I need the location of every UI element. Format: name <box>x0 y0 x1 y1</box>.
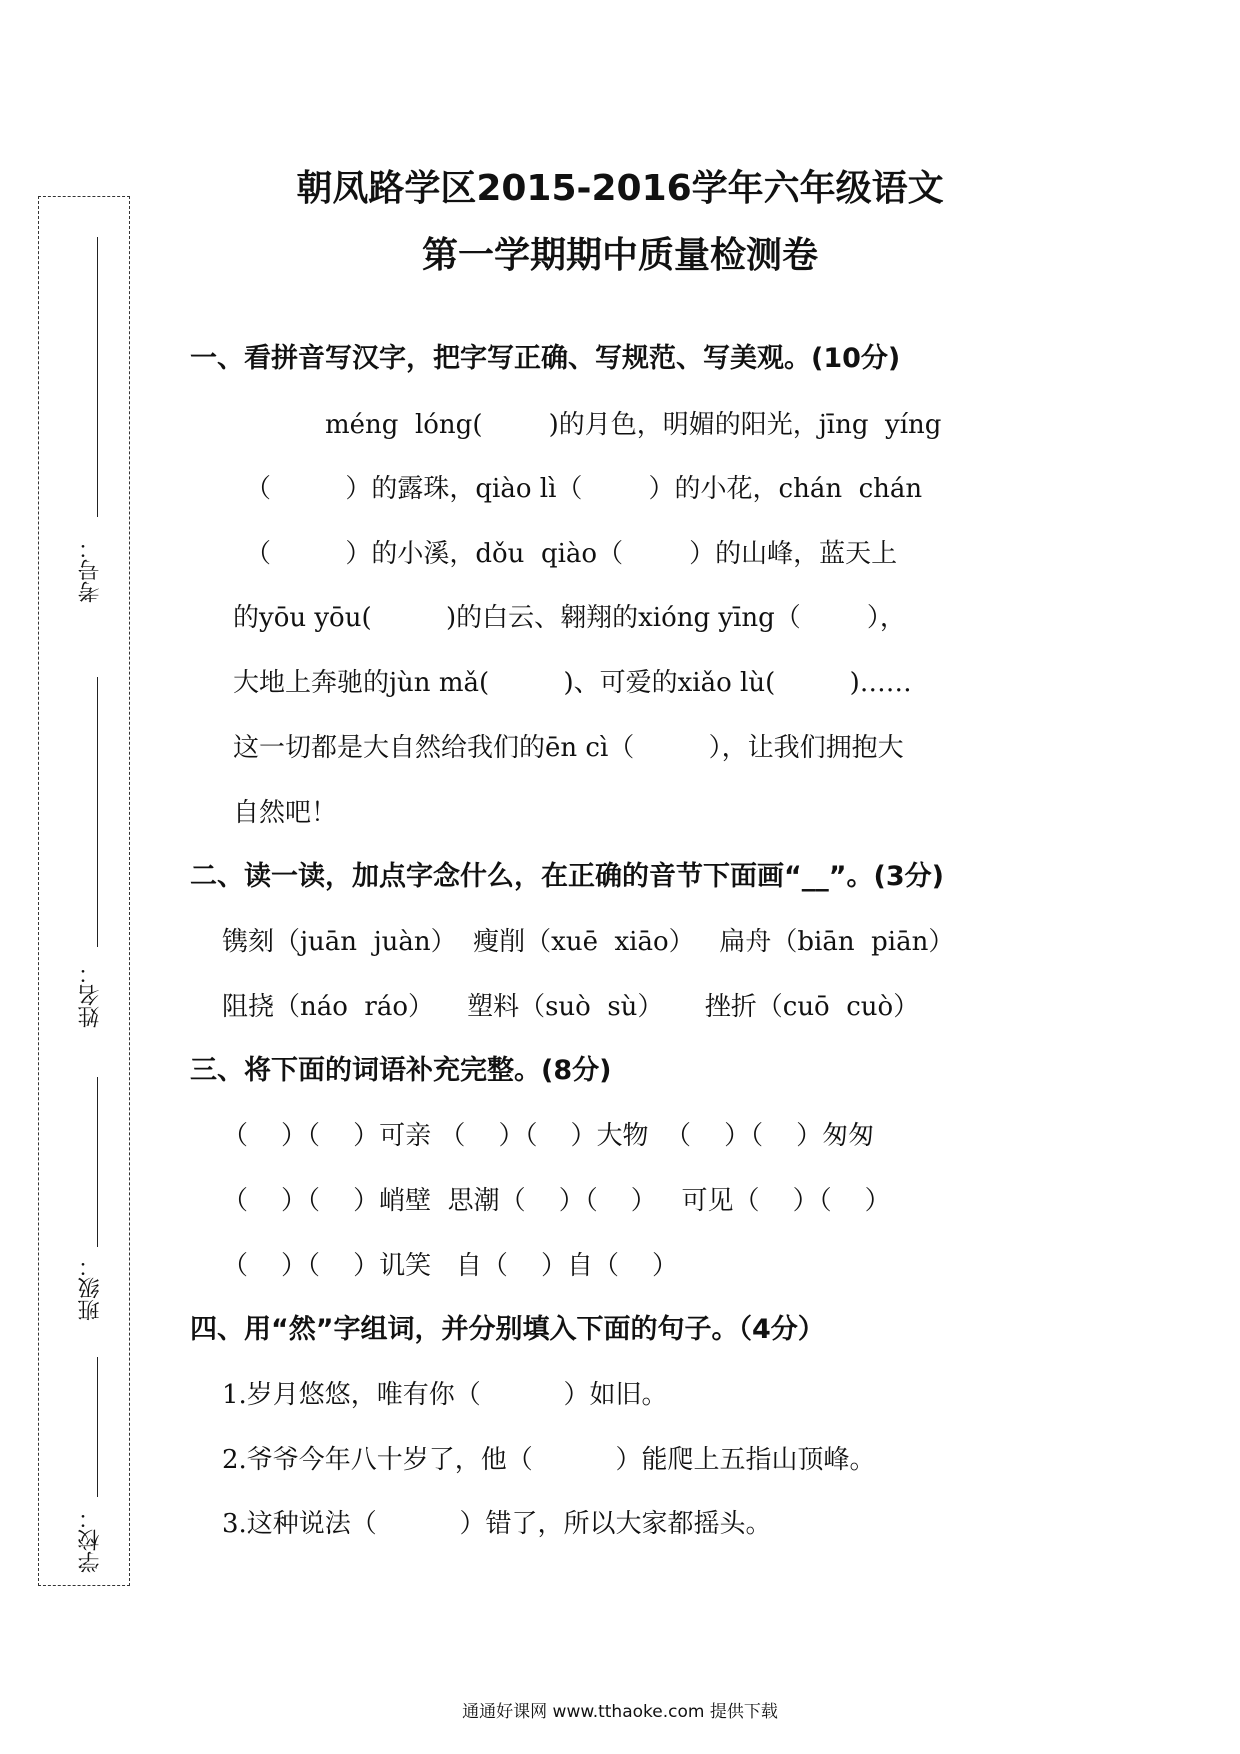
name-label: 姓名： <box>78 962 103 1028</box>
exam-number-field <box>75 237 125 637</box>
exam-number-label: 考号： <box>78 537 103 603</box>
section-1-line: （ ）的露珠，qiào lì（ ）的小花，chán chán <box>245 474 923 504</box>
document-subtitle: 第一学期期中质量检测卷 <box>421 235 818 276</box>
section-2-heading: 二、读一读，加点字念什么，在正确的音节下面画“__”。(3分) <box>190 861 944 892</box>
exam-number-line <box>97 237 98 517</box>
section-4-line: 1.岁月悠悠，唯有你（ ）如旧。 <box>222 1380 668 1410</box>
school-line <box>97 1357 98 1497</box>
section-1-line: méng lóng( )的月色，明媚的阳光，jīng yíng <box>325 410 942 440</box>
section-1-line: 这一切都是大自然给我们的ēn cì（ ），让我们拥抱大 <box>233 733 904 763</box>
section-1-line: 自然吧！ <box>233 798 338 828</box>
section-3-line: （ ）（ ）可亲 （ ）（ ）大物 （ ）（ ）匆匆 <box>222 1121 875 1151</box>
document-title: 朝凤路学区2015-2016学年六年级语文 <box>296 168 944 209</box>
section-4-line: 3.这种说法（ ）错了，所以大家都摇头。 <box>222 1509 772 1539</box>
school-field <box>75 1357 125 1577</box>
download-footer: 通通好课网 www.tthaoke.com 提供下载 <box>462 1702 778 1722</box>
class-line <box>97 1077 98 1247</box>
name-field <box>75 677 125 1057</box>
class-label: 班级： <box>78 1255 103 1321</box>
section-2-line: 阻挠（náo ráo） 塑料（suò sù） 挫折（cuō cuò） <box>222 992 920 1022</box>
class-field <box>75 1077 125 1337</box>
section-4-heading: 四、用“然”字组词，并分别填入下面的句子。（4分） <box>190 1314 825 1345</box>
binding-margin <box>38 196 130 1586</box>
section-2-line: 镌刻（juān juàn） 瘦削（xuē xiāo） 扁舟（biān piān） <box>222 927 955 957</box>
section-1-line: 大地上奔驰的jùn mǎ( )、可爱的xiǎo lù( )…… <box>233 668 912 698</box>
school-label: 学校： <box>78 1507 103 1573</box>
section-4-line: 2.爷爷今年八十岁了，他（ ）能爬上五指山顶峰。 <box>222 1445 876 1475</box>
section-3-line: （ ）（ ）讥笑 自（ ）自（ ） <box>222 1251 679 1281</box>
section-1-line: （ ）的小溪，dǒu qiào（ ）的山峰，蓝天上 <box>245 539 898 569</box>
name-line <box>97 677 98 947</box>
section-1-heading: 一、看拼音写汉字，把字写正确、写规范、写美观。(10分) <box>190 343 901 374</box>
section-3-heading: 三、将下面的词语补充完整。(8分) <box>190 1055 612 1086</box>
section-3-line: （ ）（ ）峭壁 思潮（ ）（ ） 可见（ ）（ ） <box>222 1186 891 1216</box>
section-1-line: 的yōu yōu( )的白云、翱翔的xióng yīng（ ）， <box>233 603 906 633</box>
